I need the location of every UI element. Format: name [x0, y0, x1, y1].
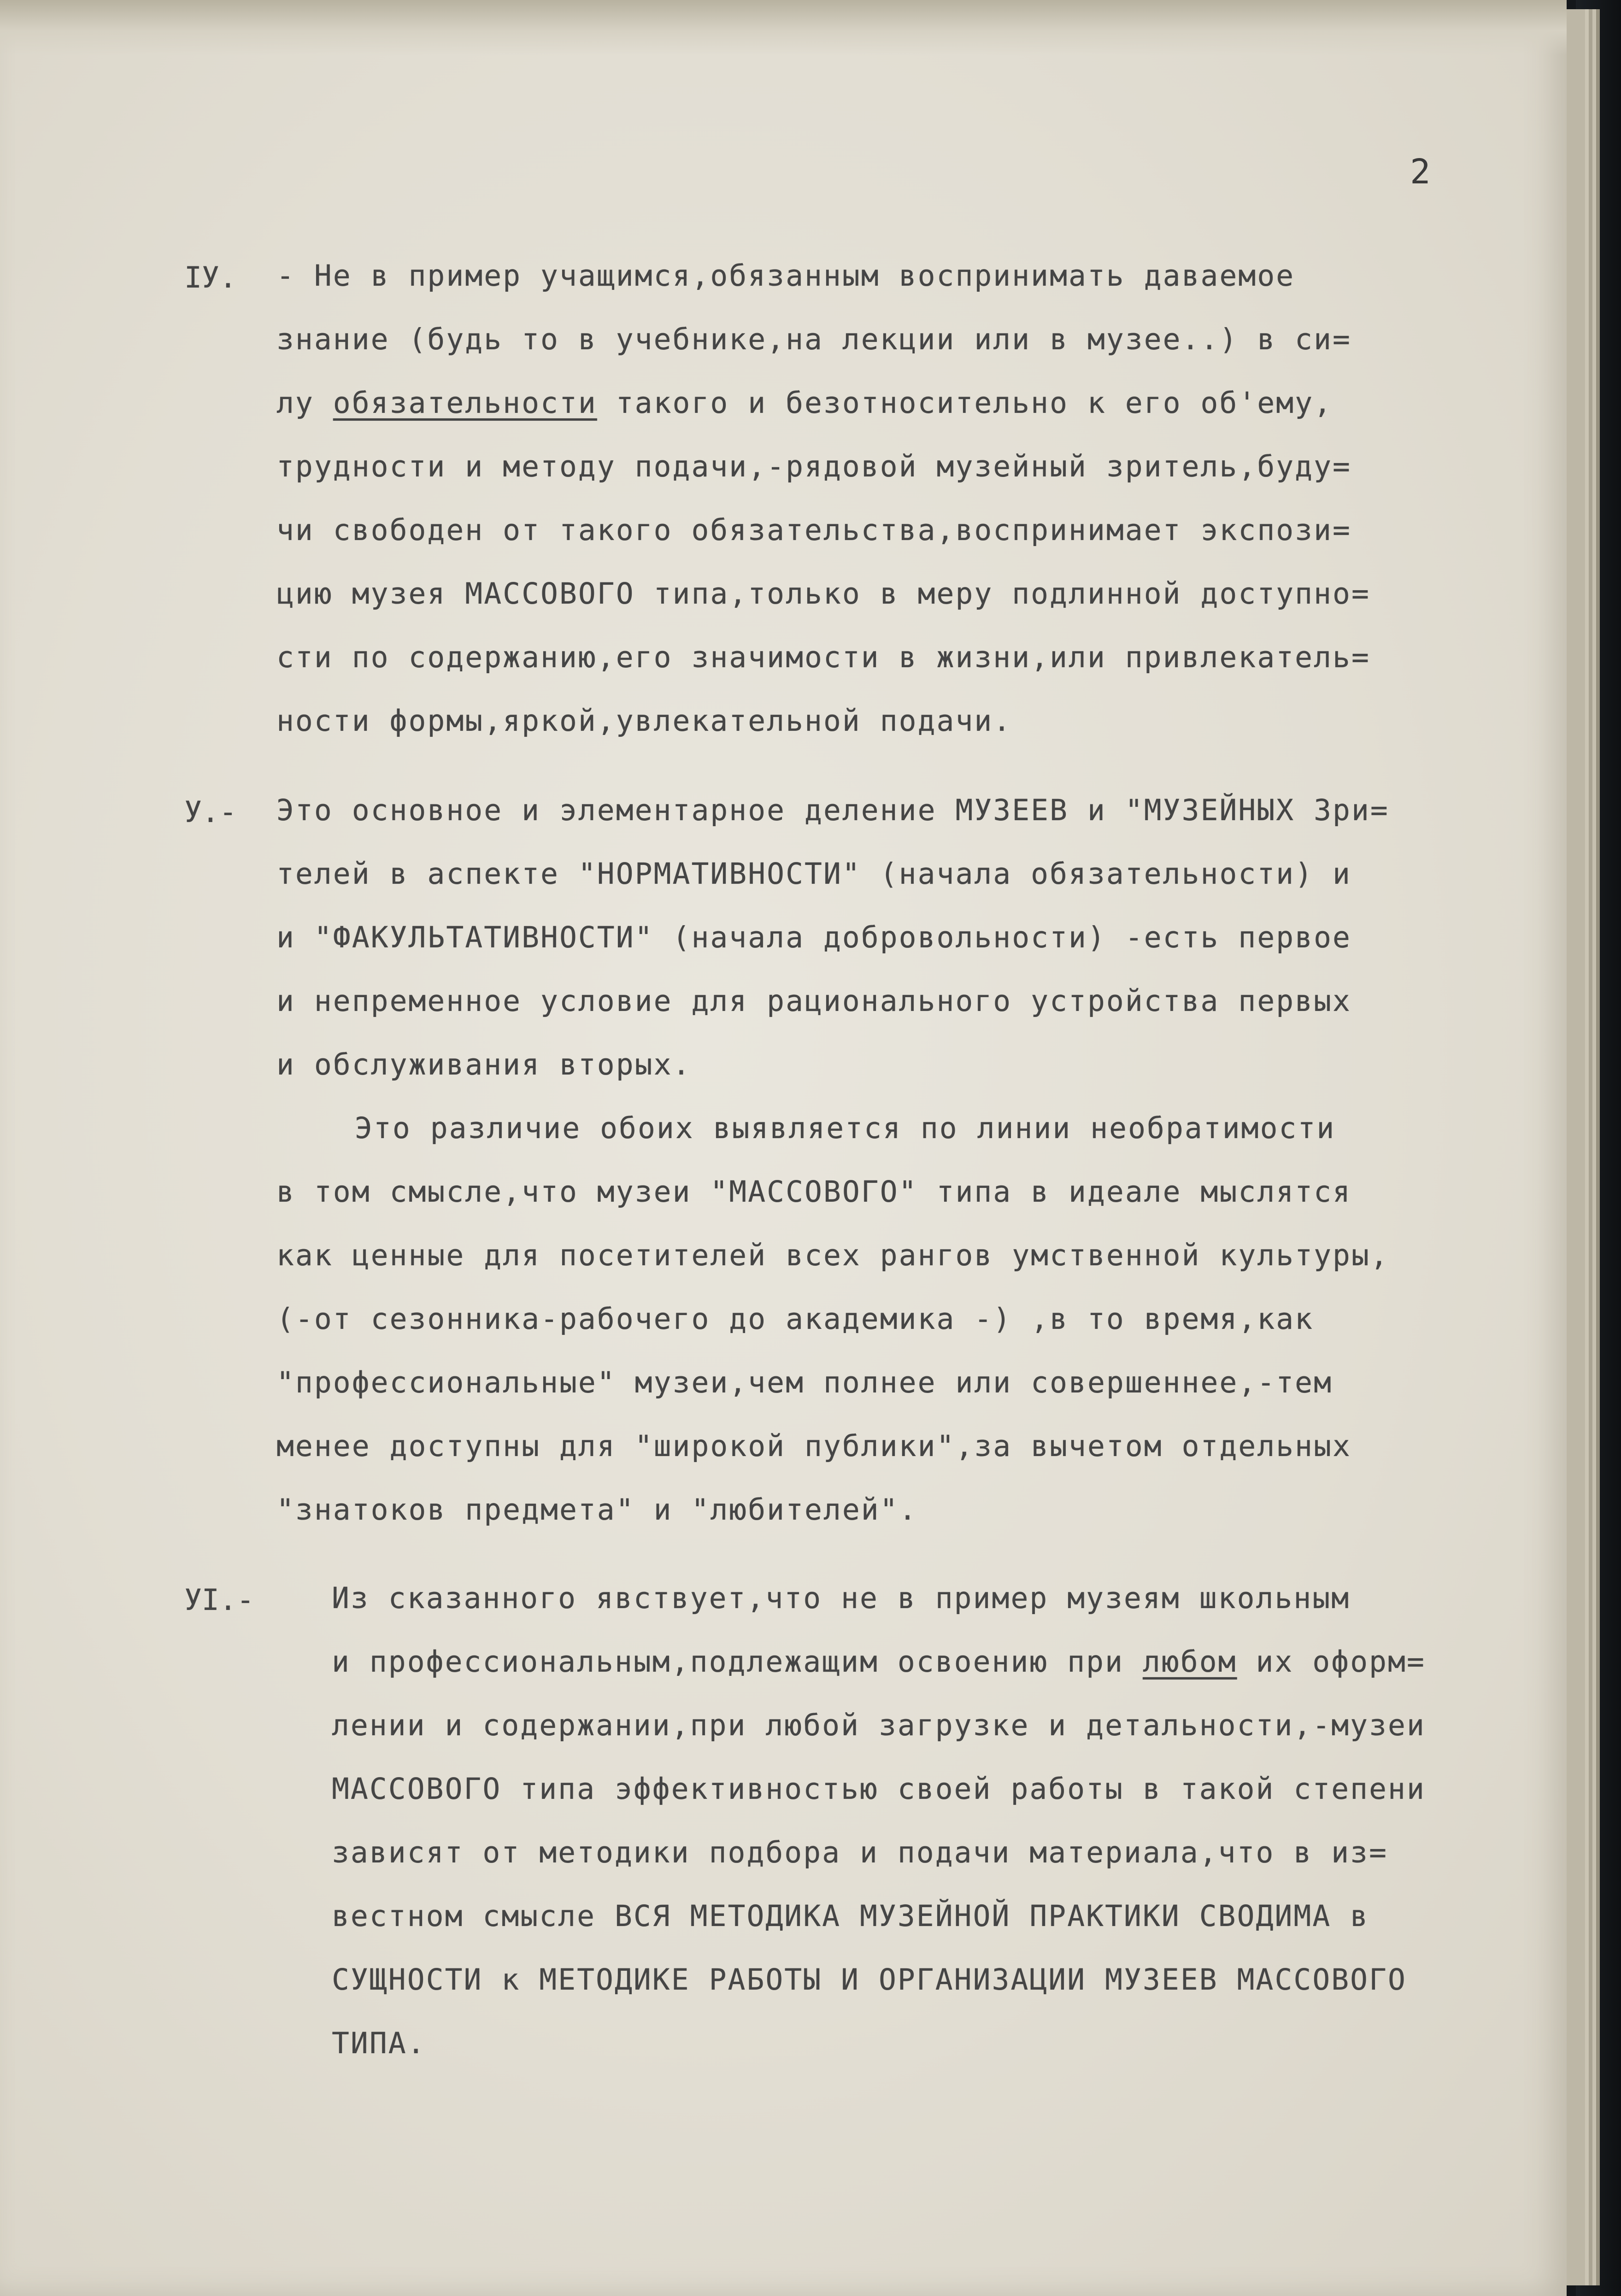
section-numeral: IУ.	[184, 261, 237, 294]
text-run: - Не в пример учащимся,обязанным воспринимать даваемое	[276, 259, 1295, 293]
text-run: знание (будь то в учебнике,на лекции или в музее..) в си=	[276, 323, 1351, 356]
text-run: "знатоков предмета" и "любителей".	[276, 1493, 918, 1527]
underlined-word: обязательности	[333, 386, 597, 420]
text-run: и "ФАКУЛЬТАТИВНОСТИ" (начала добровольности) -есть первое	[276, 921, 1351, 954]
text-line	[276, 308, 1521, 371]
text-run: цию музея МАССОВОГО типа,только в меру подлинной доступно=	[276, 577, 1370, 611]
text-line	[276, 1351, 1521, 1415]
text-line	[276, 371, 1521, 435]
text-line	[332, 1567, 1576, 1630]
text-line	[332, 1821, 1576, 1885]
text-line	[276, 969, 1521, 1033]
text-run: и непременное условие для рационального устройства первых	[276, 984, 1351, 1018]
text-run: лении и содержании,при любой загрузке и детальности,-музеи	[332, 1709, 1426, 1742]
text-line	[276, 1033, 1521, 1097]
text-run: зависят от методики подбора и подачи материала,что в из=	[332, 1836, 1388, 1869]
text-run: "профессиональные" музеи,чем полнее или совершеннее,-тем	[276, 1366, 1333, 1399]
text-run: чи свободен от такого обязательства,воспринимает экспози=	[276, 513, 1351, 547]
text-line	[332, 1757, 1576, 1821]
text-line	[276, 435, 1521, 499]
section-body	[276, 244, 1521, 753]
text-line	[332, 1948, 1576, 2012]
text-run: трудности и методу подачи,-рядовой музейный зритель,буду=	[276, 450, 1351, 483]
text-line	[332, 1630, 1576, 1694]
text-run: как ценные для посетителей всех рангов умственной культуры,	[276, 1239, 1389, 1272]
text-line	[276, 842, 1521, 906]
text-line	[276, 779, 1521, 842]
text-run: менее доступны для "широкой публики",за вычетом отдельных	[276, 1429, 1351, 1463]
section-numeral: У.-	[184, 795, 237, 829]
text-line	[276, 689, 1521, 753]
page-number: 2	[1410, 152, 1431, 192]
text-run: их оформ=	[1237, 1645, 1426, 1679]
text-line	[276, 499, 1521, 562]
text-line	[276, 562, 1521, 626]
text-line	[276, 1415, 1521, 1478]
text-line	[276, 1224, 1521, 1287]
text-run: в том смысле,что музеи "МАССОВОГО" типа в идеале мыслятся	[276, 1175, 1351, 1209]
text-run: сти по содержанию,его значимости в жизни,или привлекатель=	[276, 640, 1370, 674]
text-run: и обслуживания вторых.	[276, 1048, 692, 1081]
section-body	[276, 779, 1521, 1542]
text-line	[276, 1478, 1521, 1542]
text-run: Это основное и элементарное деление МУЗЕЕВ и "МУЗЕЙНЫХ Зри=	[276, 793, 1389, 827]
text-run: ности формы,яркой,увлекательной подачи.	[276, 704, 1012, 738]
text-line	[332, 1885, 1576, 1948]
text-line	[332, 2012, 1576, 2075]
text-run: МАССОВОГО типа эффективностью своей работы в такой степени	[332, 1772, 1426, 1806]
text-line	[276, 626, 1521, 689]
text-run: Из сказанного явствует,что не в пример музеям школьным	[332, 1581, 1351, 1615]
page-top-fold	[0, 0, 1567, 55]
text-run: и профессиональным,подлежащим освоению при	[332, 1645, 1143, 1679]
text-run: СУЩНОСТИ к МЕТОДИКЕ РАБОТЫ И ОРГАНИЗАЦИИ МУЗЕЕВ МАССОВОГО	[332, 1963, 1407, 1997]
section-body	[332, 1567, 1576, 2075]
text-line	[332, 1694, 1576, 1757]
text-line	[276, 1287, 1521, 1351]
text-line	[276, 1097, 1521, 1160]
text-run: Это различие обоих выявляется по линии необратимости	[355, 1111, 1336, 1145]
text-run: ТИПА.	[332, 2026, 426, 2060]
text-run: телей в аспекте "НОРМАТИВНОСТИ" (начала обязательности) и	[276, 857, 1351, 891]
text-run: (-от сезонника-рабочего до академика -) ,в то время,как	[276, 1302, 1314, 1336]
section-numeral: УI.-	[184, 1583, 254, 1617]
text-run: такого и безотносительно к его об'ему,	[597, 386, 1333, 420]
text-line	[276, 244, 1521, 308]
underlined-word: любом	[1142, 1645, 1237, 1679]
text-run: вестном смысле ВСЯ МЕТОДИКА МУЗЕЙНОЙ ПРАКТИКИ СВОДИМА в	[332, 1899, 1369, 1933]
text-line	[276, 1160, 1521, 1224]
text-run: лу	[276, 386, 333, 420]
text-line	[276, 906, 1521, 969]
